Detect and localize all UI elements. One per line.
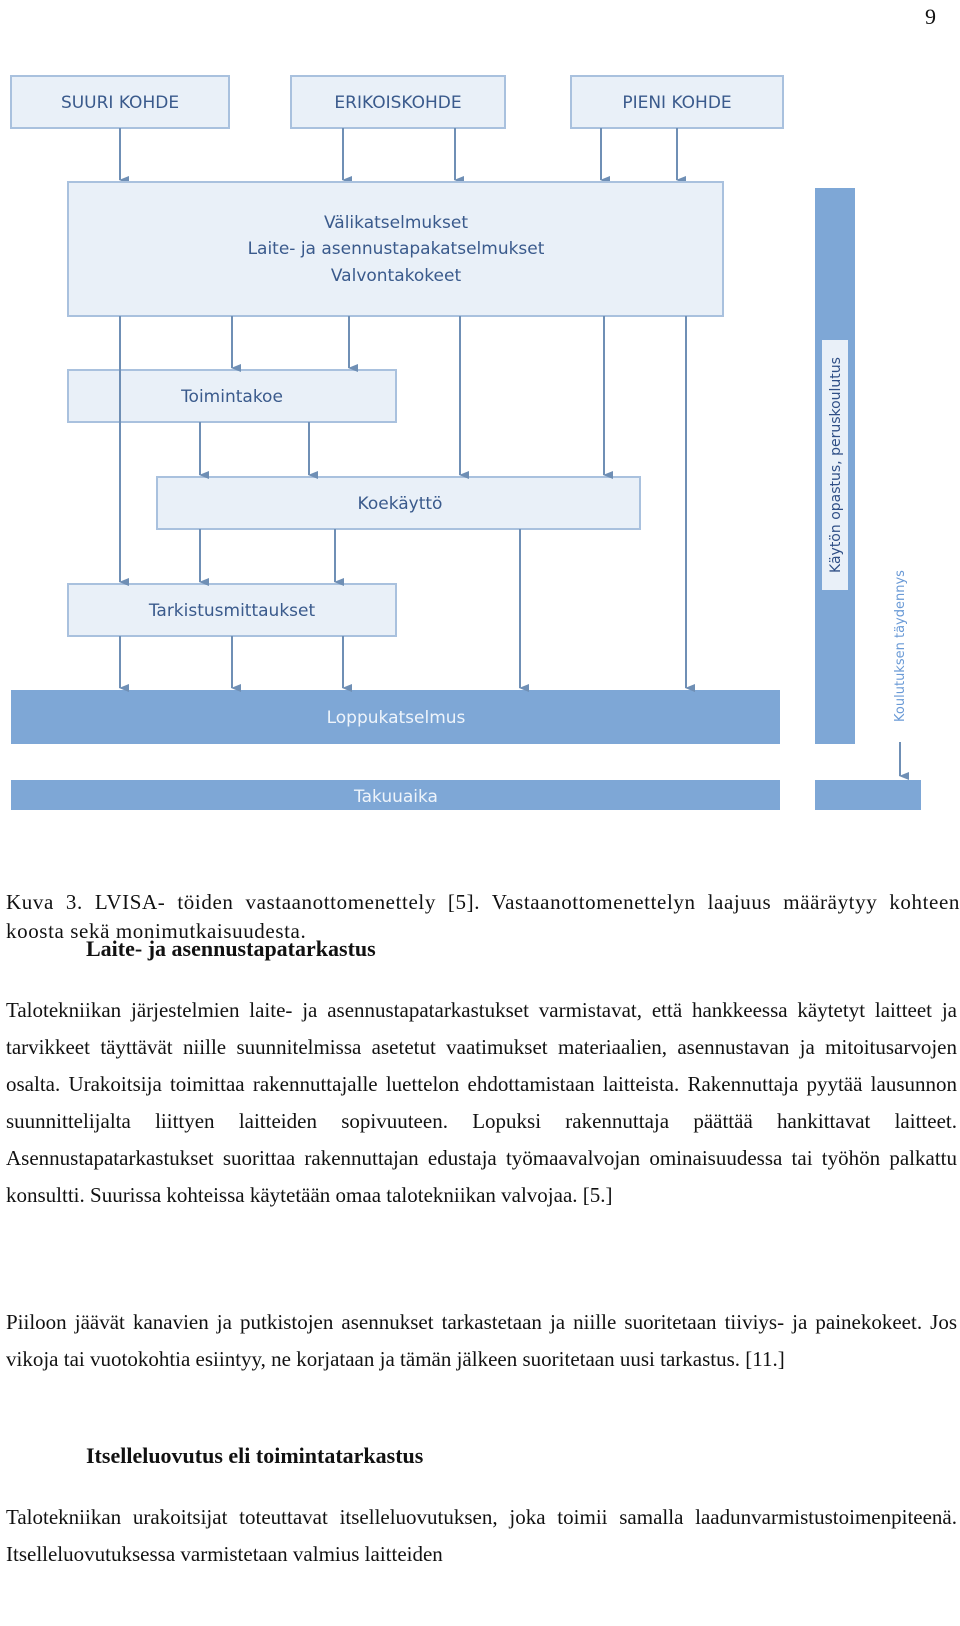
box-pieni-kohde: [571, 76, 783, 128]
bar-takuuaika-right: [815, 780, 921, 810]
bar-loppukatselmus: [11, 690, 780, 744]
figure-caption: Kuva 3. LVISA- töiden vastaanottomenettely [5]. Vastaanottomenettelyn laajuus määräytyy kohteen koosta sekä monimutkaisuudesta.: [6, 890, 960, 943]
tarkistusmittaukset-label: Tarkistusmittaukset: [148, 601, 316, 621]
box-tarkistusmittaukset: [68, 584, 396, 636]
loppukatselmus-label: Loppukatselmus: [326, 708, 466, 728]
koekaytto-label: Koekäyttö: [357, 494, 443, 514]
paragraph-laitetarkastus-1: Talotekniikan järjestelmien laite- ja asennustapatarkastukset varmistavat, että hankkeessa käytetyt laitteet ja tarvikkeet täyttävät niille suunnitelmissa asetetut vaatimukset materiaalien, asennustavan ja mitoitusarvojen osalta. Urakoitsija toimittaa rakennuttajalle luettelon ehdottamistaan laitteista. Rakennuttaja pyytää lausunnon suunnittelijalta liittyen laitteiden sopivuuteen. Lopuksi rakennuttaja päättää hankittavat laitteet. Asennustapatarkastukset suorittaa rakennuttajan edustaja työmaavalvojan ominaisuudessa tai työhön palkattu konsultti. Suurissa kohteissa käytetään omaa talotekniikan valvojaa. [5.]: [6, 998, 957, 1207]
box-toimintakoe: [68, 370, 396, 422]
inspections-line-2: Laite- ja asennustapakatselmukset: [247, 239, 545, 259]
box-suuri-kohde-label: SUURI KOHDE: [60, 93, 180, 113]
inspections-line-3: Valvontakokeet: [330, 266, 462, 286]
arrow-koulutuksen-taydennys: [893, 570, 908, 776]
box-pieni-kohde-label: PIENI KOHDE: [622, 93, 732, 113]
bar-kayton-opastus: [815, 188, 855, 744]
paragraph-laitetarkastus-2: Piiloon jäävät kanavien ja putkistojen asennukset tarkastetaan ja niille suoritetaan tiiviys- ja painekokeet. Jos vikoja tai vuotokohtia esiintyy, ne korjataan ja tämän jälkeen suoritetaan uusi tarkastus. [11.]: [6, 1310, 957, 1371]
box-erikoiskohde: [291, 76, 505, 128]
bar-takuuaika: [11, 780, 921, 810]
inspections-line-1: Välikatselmukset: [323, 213, 469, 233]
takuuaika-label: Takuuaika: [354, 787, 438, 807]
paragraph-itselleluovutus-1: Talotekniikan urakoitsijat toteuttavat itselleluovutuksen, joka toimii samalla laadunvarmistustoimenpiteenä. Itselleluovutuksessa varmistetaan valmius laitteiden: [6, 1505, 957, 1566]
page-number: 9: [925, 4, 936, 29]
section-heading-itselleluovutus: Itselleluovutus eli toimintatarkastus: [86, 1443, 424, 1468]
side-bar-label: Käytön opastus, peruskoulutus: [828, 357, 844, 573]
box-suuri-kohde: [11, 76, 229, 128]
box-inspections: [68, 182, 723, 316]
box-erikoiskohde-label: ERIKOISKOHDE: [334, 93, 462, 113]
section-heading-laitetarkastus: Laite- ja asennustapatarkastus: [86, 936, 376, 961]
top-arrows: [120, 128, 677, 180]
box-koekaytto: [157, 477, 640, 529]
toimintakoe-label: Toimintakoe: [181, 387, 283, 407]
side-arrow-label: Koulutuksen täydennys: [893, 570, 908, 722]
